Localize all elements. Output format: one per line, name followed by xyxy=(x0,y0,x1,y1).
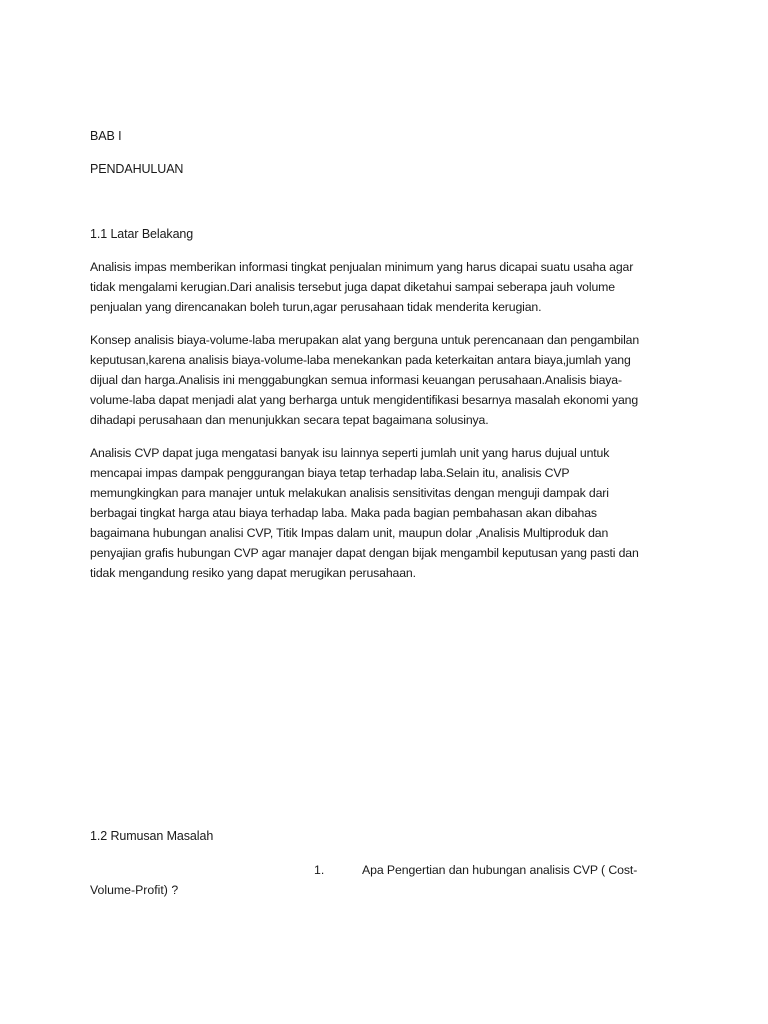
chapter-title: PENDAHULUAN xyxy=(90,162,184,176)
paragraph-line: penjualan yang direncanakan boleh turun,agar perusahaan tidak menderita kerugian. xyxy=(90,300,542,314)
paragraph-3 xyxy=(90,443,639,583)
paragraph-1 xyxy=(90,257,633,317)
paragraph-line: dihadapi perusahaan dan menunjukkan secara tepat bagaimana solusinya. xyxy=(90,413,489,427)
paragraph-line: Analisis impas memberikan informasi tingkat penjualan minimum yang harus dicapai suatu usaha agar xyxy=(90,260,634,274)
list-item xyxy=(0,860,768,880)
paragraph-line: mencapai impas dampak penggurangan biaya tetap terhadap laba.Selain itu, analisis CVP xyxy=(90,466,570,480)
paragraph-line: berbagai tingkat harga atau biaya terhadap laba. Maka pada bagian pembahasan akan dibahas xyxy=(90,506,597,520)
paragraph-2 xyxy=(90,330,639,430)
chapter-number: BAB I xyxy=(90,129,122,143)
paragraph-line: penyajian grafis hubungan CVP agar manajer dapat dengan bijak mengambil keputusan yang pasti dan xyxy=(90,546,639,560)
paragraph-line: Konsep analisis biaya-volume-laba merupakan alat yang berguna untuk perencanaan dan pengambilan xyxy=(90,333,640,347)
section-heading-latar-belakang: 1.1 Latar Belakang xyxy=(90,227,194,241)
paragraph-line: keputusan,karena analisis biaya-volume-laba menekankan pada keterkaitan antara biaya,jumlah yang xyxy=(90,353,631,367)
section-heading-rumusan-masalah: 1.2 Rumusan Masalah xyxy=(90,829,214,843)
paragraph-line: Analisis CVP dapat juga mengatasi banyak isu lainnya seperti jumlah unit yang harus dujual untuk xyxy=(90,446,610,460)
paragraph-line: bagaimana hubungan analisi CVP, Titik Impas dalam unit, maupun dolar ,Analisis Multiproduk dan xyxy=(90,526,609,540)
paragraph-line: tidak mengandung resiko yang dapat merugikan perusahaan. xyxy=(90,566,416,580)
paragraph-line: memungkingkan para manajer untuk melakukan analisis sensitivitas dengan menguji dampak dari xyxy=(90,486,609,500)
paragraph-line: volume-laba dapat menjadi alat yang berharga untuk mengidentifikasi besarnya masalah ekonomi yang xyxy=(90,393,639,407)
list-item-text: Apa Pengertian dan hubungan analisis CVP ( Cost- xyxy=(362,863,638,877)
list-item-continuation: Volume-Profit) ? xyxy=(90,883,179,897)
paragraph-line: dijual dan harga.Analisis ini menggabungkan semua informasi keuangan perusahaan.Analisis biaya- xyxy=(90,373,622,387)
paragraph-line: tidak mengalami kerugian.Dari analisis tersebut juga dapat diketahui sampai seberapa jauh volume xyxy=(90,280,615,294)
list-item-number: 1. xyxy=(314,863,325,877)
